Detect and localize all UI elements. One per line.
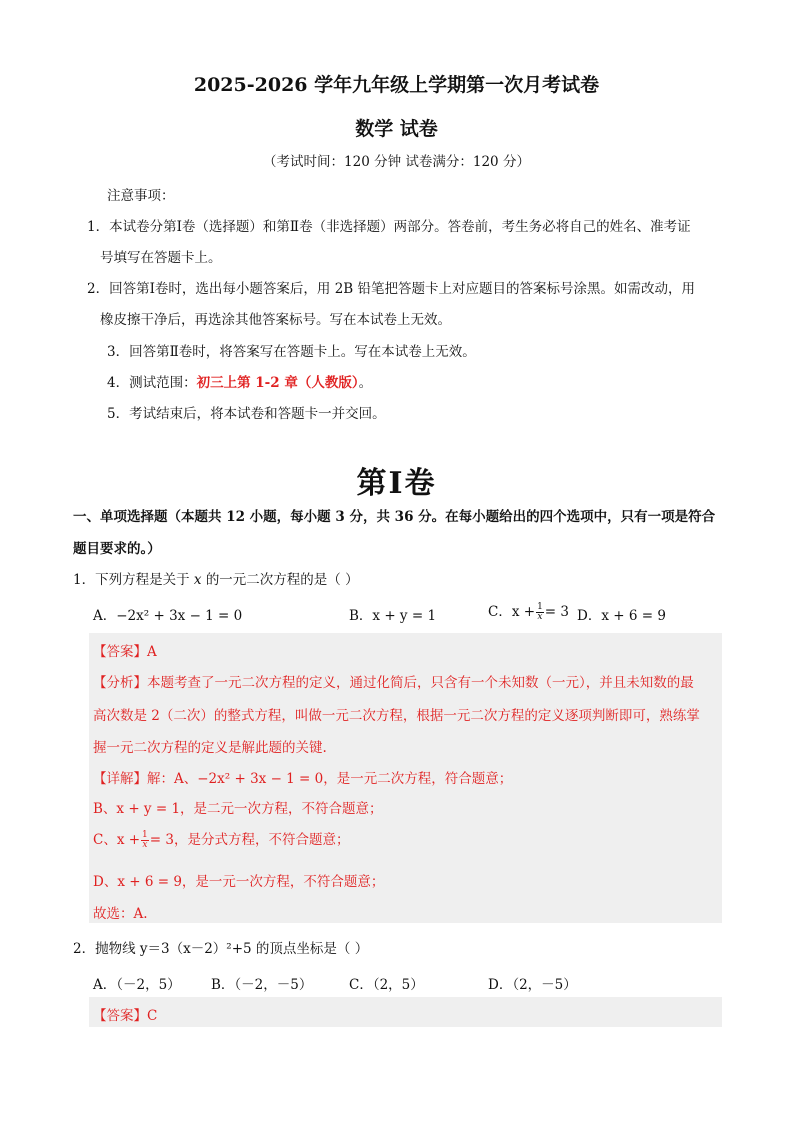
q1-detail-a-text: 解：A、−2x² + 3x − 1 = 0，是一元二次方程，符合题意； [147,771,513,787]
q2-option-d: D．（2，－5） [488,977,577,993]
q1-detail-d: D、x + 6 = 9，是一元一次方程，不符合题意； [93,874,385,890]
q1-option-d-label: D． [577,608,602,624]
q1-stem-var: x [193,572,202,588]
q1-answer-value: A [147,644,157,660]
exam-subject: 数学 试卷 [355,118,438,140]
q1-stem [73,568,359,588]
q1-analysis-line-1 [93,671,694,691]
q2-option-a: A．（－2，5） [93,977,181,993]
q1-answer [93,640,157,660]
q1-option-b [349,604,436,624]
q1-detail-a [93,767,512,787]
q2-answer-value: C [147,1008,158,1024]
q2-stem: 2．抛物线 y＝3（x－2）²+5 的顶点坐标是（ ） [73,941,369,957]
note-item-2-line-2: 橡皮擦干净后，再选涂其他答案标号。写在本试卷上无效。 [100,312,451,328]
q1-detail-c [93,828,349,850]
note-item-2-line-1: 2．回答第Ⅰ卷时，选出每小题答案后，用 2B 铅笔把答题卡上对应题目的答案标号涂黑。如需改动，用 [87,281,696,297]
note-item-4 [107,371,372,391]
q1-option-c [488,600,569,622]
q1-option-c-label: C． [488,604,512,620]
part1-heading-line-1: 一、单项选择题（本题共 12 小题，每小题 3 分，共 36 分。在每小题给出的四个选项中，只有一项是符合 [73,509,716,525]
note-item-3: 3．回答第Ⅱ卷时，将答案写在答题卡上。写在本试卷上无效。 [107,344,476,360]
fraction-numerator: 1 [537,602,543,612]
fraction-denominator: x [142,840,148,850]
q1-option-a [93,604,242,624]
note-item-5: 5．考试结束后，将本试卷和答题卡一并交回。 [107,406,386,422]
q1-detail-c-right: = 3，是分式方程，不符合题意； [149,832,350,848]
q1-option-c-right: = 3 [544,604,569,620]
part1-heading-line-2: 题目要求的。） [73,541,161,557]
note-item-1-line-2: 号填写在答题卡上。 [100,250,222,266]
q1-detail-tag: 【详解】 [93,771,147,787]
note-item-1-line-1: 1．本试卷分第Ⅰ卷（选择题）和第Ⅱ卷（非选择题）两部分。答卷前，考生务必将自己的姓名、准考证 [87,219,691,235]
q1-option-a-expr: −2x² + 3x − 1 = 0 [116,608,243,624]
q1-analysis-line-3: 握一元二次方程的定义是解此题的关键. [93,740,327,756]
test-range: 初三上第 1-2 章（人教版） [196,375,359,391]
q1-option-c-left: x + [511,604,536,620]
q2-answer [93,1004,157,1024]
note-item-4-prefix: 4．测试范围： [107,375,197,391]
fraction-denominator: x [537,612,543,622]
q1-option-c-fraction [536,603,544,622]
section-title: 第Ⅰ卷 [356,466,437,501]
q1-analysis-text-1: 本题考查了一元二次方程的定义，通过化简后，只含有一个未知数（一元），并且未知数的最 [147,675,694,691]
q1-option-b-expr: x + y = 1 [372,608,437,624]
q2-answer-tag: 【答案】 [93,1008,147,1024]
q2-option-b: B．（－2，－5） [211,977,313,993]
exam-time-info: （考试时间：120 分钟 试卷满分：120 分） [263,154,530,170]
q2-option-c: C．（2，5） [349,977,424,993]
q1-option-b-label: B． [349,608,373,624]
q1-stem-text: 1．下列方程是关于 [73,572,190,588]
q1-option-a-label: A． [93,608,117,624]
q1-option-d-expr: x + 6 = 9 [601,608,666,624]
exam-title: 2025-2026 学年九年级上学期第一次月考试卷 [193,74,600,96]
q1-stem-text-2: 的一元二次方程的是（ ） [205,572,359,588]
fraction-numerator: 1 [142,830,148,840]
notes-heading: 注意事项： [107,188,175,204]
q1-analysis-line-2: 高次数是 2（二次）的整式方程，叫做一元二次方程，根据一元二次方程的定义逐项判断即可，熟练掌 [93,708,700,724]
q2-answer-box [89,997,722,1027]
q1-answer-tag: 【答案】 [93,644,147,660]
q1-analysis-tag: 【分析】 [93,675,147,691]
q1-detail-c-left: C、x + [93,832,141,848]
q1-conclusion: 故选：A. [93,906,148,922]
q1-detail-c-fraction [141,831,149,850]
q1-detail-b: B、x + y = 1，是二元一次方程，不符合题意； [93,801,383,817]
note-item-4-suffix: 。 [358,375,373,391]
q1-option-d [577,604,666,624]
